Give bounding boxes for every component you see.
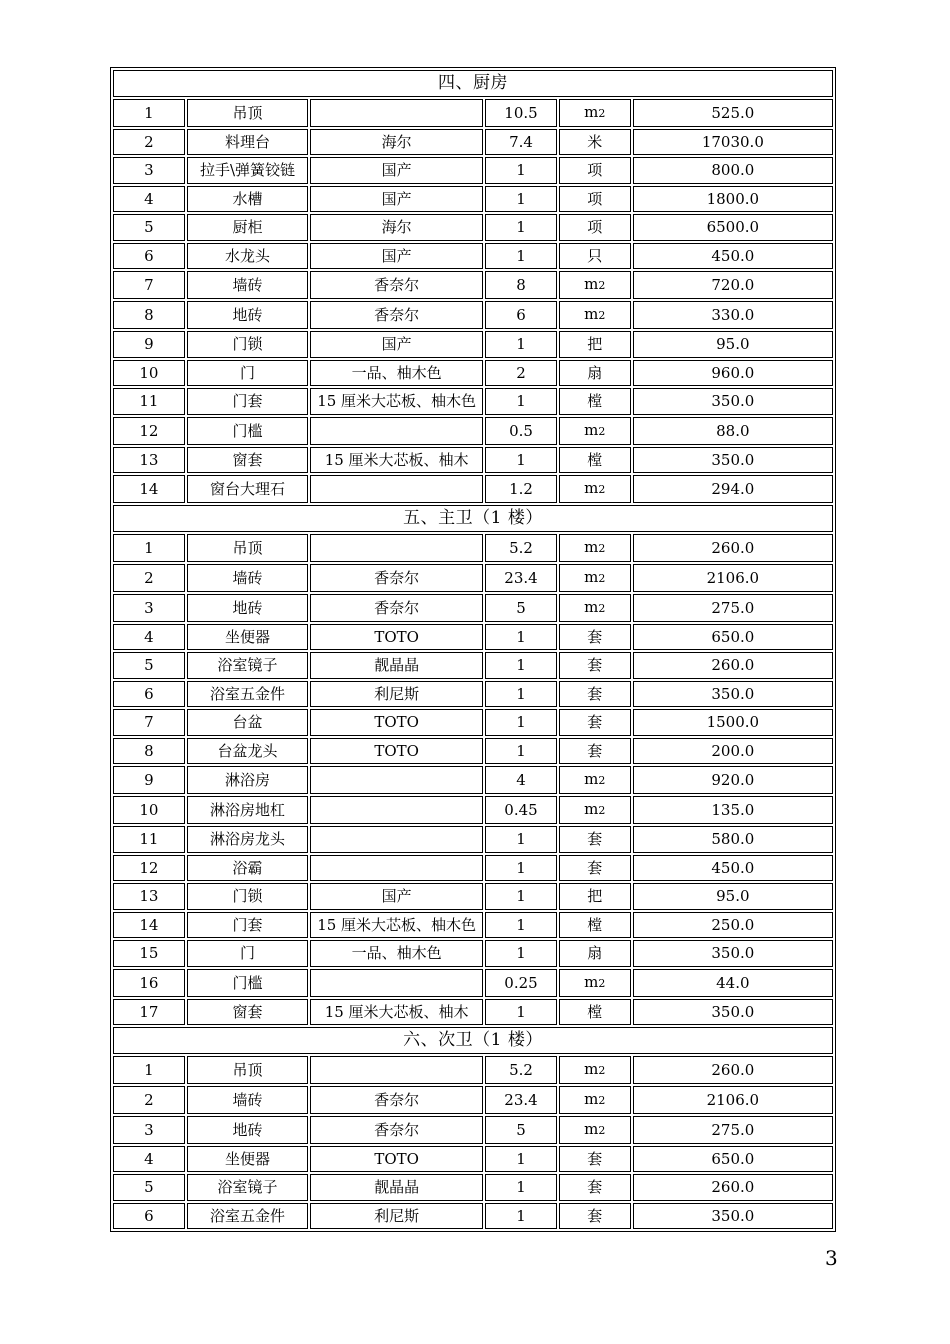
amount-cell: 135.0: [633, 796, 833, 824]
brand-spec-cell: 香奈尔: [310, 271, 483, 299]
amount-cell: 2106.0: [633, 1086, 833, 1114]
unit-cell: 项: [559, 186, 631, 213]
item-name-cell: 门锁: [187, 883, 308, 910]
quantity-cell: 1: [485, 855, 557, 882]
unit-cell: 套: [559, 1146, 631, 1173]
amount-cell: 450.0: [633, 243, 833, 270]
amount-cell: 260.0: [633, 534, 833, 562]
brand-spec-cell: 利尼斯: [310, 681, 483, 708]
table-row: [113, 709, 833, 736]
budget-table: [110, 67, 836, 1232]
section-title: 四、厨房: [113, 70, 833, 97]
amount-cell: 350.0: [633, 388, 833, 415]
unit-cell: m2: [559, 534, 631, 562]
quantity-cell: 1: [485, 186, 557, 213]
brand-spec-cell: 香奈尔: [310, 1086, 483, 1114]
item-name-cell: 门套: [187, 912, 308, 939]
item-name-cell: 料理台: [187, 129, 308, 156]
quantity-cell: 0.5: [485, 417, 557, 445]
brand-spec-cell: TOTO: [310, 738, 483, 765]
unit-cell: 套: [559, 738, 631, 765]
amount-cell: 275.0: [633, 594, 833, 622]
table-row: [113, 99, 833, 127]
item-name-cell: 墙砖: [187, 271, 308, 299]
table-row: [113, 1116, 833, 1144]
table-row: [113, 271, 833, 299]
item-name-cell: 淋浴房: [187, 766, 308, 794]
brand-spec-cell: 海尔: [310, 129, 483, 156]
amount-cell: 580.0: [633, 826, 833, 853]
quantity-cell: 1: [485, 681, 557, 708]
item-name-cell: 浴室镜子: [187, 1174, 308, 1201]
item-name-cell: 门套: [187, 388, 308, 415]
row-number-cell: 6: [113, 1203, 185, 1230]
table-row: [113, 594, 833, 622]
table-row: [113, 475, 833, 503]
table-row: [113, 940, 833, 967]
row-number-cell: 3: [113, 157, 185, 184]
item-name-cell: 地砖: [187, 1116, 308, 1144]
table-row: [113, 1086, 833, 1114]
unit-cell: m2: [559, 417, 631, 445]
table-row: [113, 243, 833, 270]
item-name-cell: 台盆: [187, 709, 308, 736]
unit-cell: m2: [559, 1056, 631, 1084]
table-row: [113, 214, 833, 241]
amount-cell: 350.0: [633, 681, 833, 708]
quantity-cell: 1: [485, 652, 557, 679]
table-row: [113, 1056, 833, 1084]
quantity-cell: 7.4: [485, 129, 557, 156]
amount-cell: 1500.0: [633, 709, 833, 736]
quantity-cell: 1: [485, 157, 557, 184]
item-name-cell: 门: [187, 940, 308, 967]
item-name-cell: 浴室五金件: [187, 681, 308, 708]
item-name-cell: 门锁: [187, 331, 308, 358]
quantity-cell: 5.2: [485, 1056, 557, 1084]
quantity-cell: 1: [485, 738, 557, 765]
unit-cell: 项: [559, 157, 631, 184]
unit-cell: 套: [559, 1203, 631, 1230]
brand-spec-cell: [310, 766, 483, 794]
amount-cell: 6500.0: [633, 214, 833, 241]
item-name-cell: 窗套: [187, 999, 308, 1026]
item-name-cell: 地砖: [187, 594, 308, 622]
brand-spec-cell: TOTO: [310, 624, 483, 651]
quantity-cell: 1: [485, 999, 557, 1026]
unit-cell: m2: [559, 796, 631, 824]
unit-cell: 套: [559, 826, 631, 853]
table-row: [113, 999, 833, 1026]
item-name-cell: 墙砖: [187, 1086, 308, 1114]
unit-cell: 扇: [559, 360, 631, 387]
row-number-cell: 15: [113, 940, 185, 967]
unit-cell: m2: [559, 475, 631, 503]
brand-spec-cell: 国产: [310, 243, 483, 270]
item-name-cell: 淋浴房龙头: [187, 826, 308, 853]
unit-cell: 把: [559, 331, 631, 358]
quantity-cell: 1: [485, 1146, 557, 1173]
section-header-row: [113, 505, 833, 532]
row-number-cell: 11: [113, 826, 185, 853]
quantity-cell: 1: [485, 1203, 557, 1230]
row-number-cell: 13: [113, 447, 185, 474]
item-name-cell: 厨柜: [187, 214, 308, 241]
unit-cell: m2: [559, 1116, 631, 1144]
unit-cell: 套: [559, 624, 631, 651]
brand-spec-cell: [310, 1056, 483, 1084]
quantity-cell: 0.45: [485, 796, 557, 824]
item-name-cell: 吊顶: [187, 1056, 308, 1084]
section-title: 五、主卫（1 楼）: [113, 505, 833, 532]
table-row: [113, 912, 833, 939]
quantity-cell: 1: [485, 388, 557, 415]
row-number-cell: 3: [113, 594, 185, 622]
item-name-cell: 水槽: [187, 186, 308, 213]
quantity-cell: 1: [485, 709, 557, 736]
amount-cell: 95.0: [633, 883, 833, 910]
unit-cell: 米: [559, 129, 631, 156]
brand-spec-cell: 靓晶晶: [310, 1174, 483, 1201]
table-row: [113, 564, 833, 592]
amount-cell: 17030.0: [633, 129, 833, 156]
unit-cell: 樘: [559, 999, 631, 1026]
quantity-cell: 4: [485, 766, 557, 794]
brand-spec-cell: 香奈尔: [310, 301, 483, 329]
row-number-cell: 4: [113, 186, 185, 213]
amount-cell: 1800.0: [633, 186, 833, 213]
unit-cell: m2: [559, 99, 631, 127]
brand-spec-cell: [310, 796, 483, 824]
item-name-cell: 浴室五金件: [187, 1203, 308, 1230]
row-number-cell: 1: [113, 1056, 185, 1084]
amount-cell: 960.0: [633, 360, 833, 387]
quantity-cell: 1: [485, 331, 557, 358]
amount-cell: 650.0: [633, 624, 833, 651]
amount-cell: 920.0: [633, 766, 833, 794]
section-title: 六、次卫（1 楼）: [113, 1027, 833, 1054]
quantity-cell: 1: [485, 912, 557, 939]
item-name-cell: 窗台大理石: [187, 475, 308, 503]
row-number-cell: 12: [113, 855, 185, 882]
brand-spec-cell: 15 厘米大芯板、柚木色: [310, 388, 483, 415]
table-row: [113, 681, 833, 708]
table-row: [113, 855, 833, 882]
amount-cell: 330.0: [633, 301, 833, 329]
item-name-cell: 浴室镜子: [187, 652, 308, 679]
amount-cell: 260.0: [633, 652, 833, 679]
row-number-cell: 6: [113, 681, 185, 708]
table-row: [113, 969, 833, 997]
item-name-cell: 台盆龙头: [187, 738, 308, 765]
table-row: [113, 417, 833, 445]
row-number-cell: 2: [113, 1086, 185, 1114]
brand-spec-cell: 利尼斯: [310, 1203, 483, 1230]
quantity-cell: 6: [485, 301, 557, 329]
table-row: [113, 331, 833, 358]
brand-spec-cell: 国产: [310, 186, 483, 213]
item-name-cell: 浴霸: [187, 855, 308, 882]
table-row: [113, 157, 833, 184]
amount-cell: 350.0: [633, 999, 833, 1026]
unit-cell: 套: [559, 681, 631, 708]
table-row: [113, 883, 833, 910]
quantity-cell: 10.5: [485, 99, 557, 127]
page-number: 3: [825, 1246, 838, 1270]
quantity-cell: 1: [485, 826, 557, 853]
table-row: [113, 1146, 833, 1173]
brand-spec-cell: [310, 475, 483, 503]
row-number-cell: 11: [113, 388, 185, 415]
amount-cell: 350.0: [633, 1203, 833, 1230]
row-number-cell: 14: [113, 912, 185, 939]
row-number-cell: 4: [113, 1146, 185, 1173]
unit-cell: 把: [559, 883, 631, 910]
row-number-cell: 2: [113, 129, 185, 156]
brand-spec-cell: 海尔: [310, 214, 483, 241]
row-number-cell: 9: [113, 766, 185, 794]
item-name-cell: 拉手\弹簧铰链: [187, 157, 308, 184]
item-name-cell: 吊顶: [187, 534, 308, 562]
table-body: [113, 70, 833, 1229]
amount-cell: 250.0: [633, 912, 833, 939]
item-name-cell: 水龙头: [187, 243, 308, 270]
quantity-cell: 5.2: [485, 534, 557, 562]
row-number-cell: 5: [113, 652, 185, 679]
unit-cell: m2: [559, 301, 631, 329]
row-number-cell: 10: [113, 360, 185, 387]
table-row: [113, 652, 833, 679]
brand-spec-cell: 靓晶晶: [310, 652, 483, 679]
row-number-cell: 10: [113, 796, 185, 824]
amount-cell: 260.0: [633, 1174, 833, 1201]
amount-cell: 260.0: [633, 1056, 833, 1084]
table-row: [113, 766, 833, 794]
unit-cell: m2: [559, 594, 631, 622]
brand-spec-cell: 香奈尔: [310, 594, 483, 622]
amount-cell: 275.0: [633, 1116, 833, 1144]
row-number-cell: 3: [113, 1116, 185, 1144]
amount-cell: 720.0: [633, 271, 833, 299]
table-row: [113, 447, 833, 474]
unit-cell: m2: [559, 564, 631, 592]
section-header-row: [113, 70, 833, 97]
brand-spec-cell: 15 厘米大芯板、柚木: [310, 999, 483, 1026]
brand-spec-cell: 一品、柚木色: [310, 360, 483, 387]
quantity-cell: 1.2: [485, 475, 557, 503]
row-number-cell: 13: [113, 883, 185, 910]
table-row: [113, 388, 833, 415]
brand-spec-cell: [310, 855, 483, 882]
amount-cell: 800.0: [633, 157, 833, 184]
item-name-cell: 窗套: [187, 447, 308, 474]
row-number-cell: 7: [113, 271, 185, 299]
amount-cell: 88.0: [633, 417, 833, 445]
quantity-cell: 1: [485, 624, 557, 651]
table-row: [113, 1174, 833, 1201]
brand-spec-cell: 香奈尔: [310, 1116, 483, 1144]
table-row: [113, 534, 833, 562]
quantity-cell: 1: [485, 214, 557, 241]
brand-spec-cell: TOTO: [310, 709, 483, 736]
item-name-cell: 坐便器: [187, 624, 308, 651]
brand-spec-cell: TOTO: [310, 1146, 483, 1173]
table-row: [113, 624, 833, 651]
table-row: [113, 1203, 833, 1230]
unit-cell: 套: [559, 1174, 631, 1201]
quantity-cell: 1: [485, 243, 557, 270]
quantity-cell: 5: [485, 1116, 557, 1144]
amount-cell: 200.0: [633, 738, 833, 765]
unit-cell: 项: [559, 214, 631, 241]
brand-spec-cell: 国产: [310, 883, 483, 910]
row-number-cell: 5: [113, 214, 185, 241]
quantity-cell: 2: [485, 360, 557, 387]
section-header-row: [113, 1027, 833, 1054]
item-name-cell: 门槛: [187, 969, 308, 997]
quantity-cell: 1: [485, 447, 557, 474]
unit-cell: 只: [559, 243, 631, 270]
row-number-cell: 14: [113, 475, 185, 503]
row-number-cell: 7: [113, 709, 185, 736]
brand-spec-cell: [310, 826, 483, 853]
budget-sheet: [110, 67, 836, 1232]
table-row: [113, 796, 833, 824]
table-row: [113, 129, 833, 156]
quantity-cell: 23.4: [485, 1086, 557, 1114]
quantity-cell: 1: [485, 1174, 557, 1201]
row-number-cell: 1: [113, 534, 185, 562]
row-number-cell: 5: [113, 1174, 185, 1201]
row-number-cell: 6: [113, 243, 185, 270]
row-number-cell: 12: [113, 417, 185, 445]
brand-spec-cell: [310, 534, 483, 562]
table-row: [113, 301, 833, 329]
table-row: [113, 738, 833, 765]
row-number-cell: 17: [113, 999, 185, 1026]
brand-spec-cell: 国产: [310, 331, 483, 358]
amount-cell: 294.0: [633, 475, 833, 503]
row-number-cell: 9: [113, 331, 185, 358]
table-row: [113, 186, 833, 213]
brand-spec-cell: [310, 99, 483, 127]
amount-cell: 350.0: [633, 447, 833, 474]
table-row: [113, 360, 833, 387]
unit-cell: 樘: [559, 447, 631, 474]
item-name-cell: 坐便器: [187, 1146, 308, 1173]
unit-cell: m2: [559, 1086, 631, 1114]
unit-cell: 樘: [559, 912, 631, 939]
brand-spec-cell: 15 厘米大芯板、柚木色: [310, 912, 483, 939]
table-row: [113, 826, 833, 853]
quantity-cell: 23.4: [485, 564, 557, 592]
brand-spec-cell: [310, 417, 483, 445]
unit-cell: m2: [559, 969, 631, 997]
row-number-cell: 1: [113, 99, 185, 127]
quantity-cell: 8: [485, 271, 557, 299]
brand-spec-cell: 国产: [310, 157, 483, 184]
amount-cell: 450.0: [633, 855, 833, 882]
item-name-cell: 门: [187, 360, 308, 387]
amount-cell: 525.0: [633, 99, 833, 127]
quantity-cell: 1: [485, 940, 557, 967]
row-number-cell: 4: [113, 624, 185, 651]
quantity-cell: 1: [485, 883, 557, 910]
item-name-cell: 淋浴房地杠: [187, 796, 308, 824]
amount-cell: 650.0: [633, 1146, 833, 1173]
row-number-cell: 2: [113, 564, 185, 592]
amount-cell: 95.0: [633, 331, 833, 358]
item-name-cell: 墙砖: [187, 564, 308, 592]
brand-spec-cell: 15 厘米大芯板、柚木: [310, 447, 483, 474]
quantity-cell: 5: [485, 594, 557, 622]
row-number-cell: 8: [113, 738, 185, 765]
item-name-cell: 门槛: [187, 417, 308, 445]
unit-cell: 樘: [559, 388, 631, 415]
item-name-cell: 地砖: [187, 301, 308, 329]
unit-cell: 套: [559, 855, 631, 882]
brand-spec-cell: 香奈尔: [310, 564, 483, 592]
unit-cell: 套: [559, 709, 631, 736]
row-number-cell: 8: [113, 301, 185, 329]
row-number-cell: 16: [113, 969, 185, 997]
unit-cell: m2: [559, 271, 631, 299]
unit-cell: 扇: [559, 940, 631, 967]
quantity-cell: 0.25: [485, 969, 557, 997]
amount-cell: 44.0: [633, 969, 833, 997]
brand-spec-cell: [310, 969, 483, 997]
brand-spec-cell: 一品、柚木色: [310, 940, 483, 967]
item-name-cell: 吊顶: [187, 99, 308, 127]
unit-cell: 套: [559, 652, 631, 679]
amount-cell: 350.0: [633, 940, 833, 967]
unit-cell: m2: [559, 766, 631, 794]
amount-cell: 2106.0: [633, 564, 833, 592]
